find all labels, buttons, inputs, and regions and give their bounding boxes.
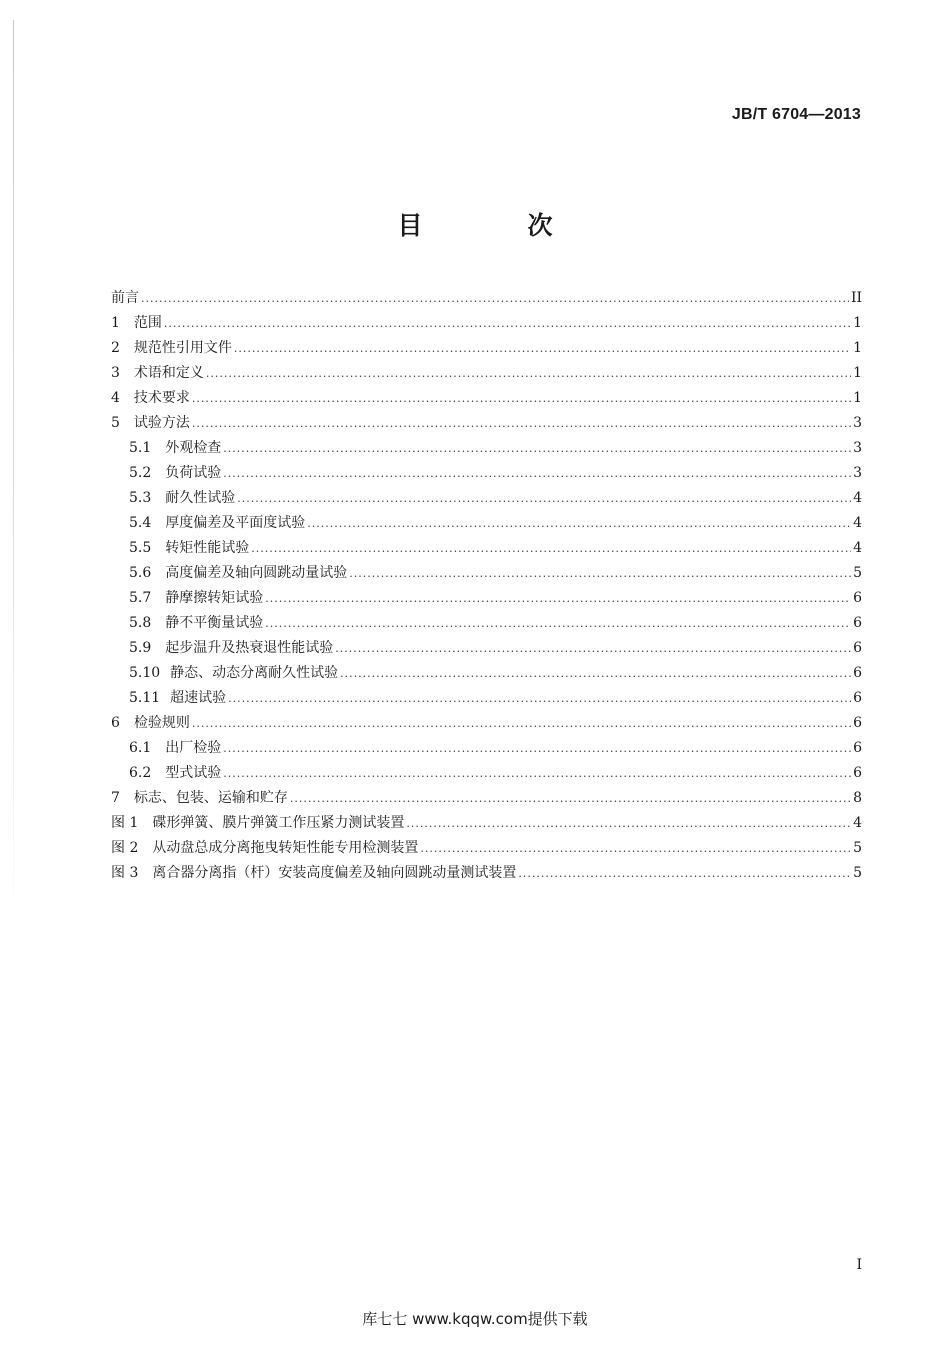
toc-entry-page: 6 [853,665,862,681]
toc-entry-number: 6.2 [129,765,152,781]
toc-entry-label: 试验方法 [133,415,190,431]
toc-entry-number: 图 2 [111,840,139,856]
toc-entry-page: 5 [853,840,862,856]
toc-entry-number: 2 [111,340,120,356]
toc-entry-label: 起步温升及热衰退性能试验 [165,640,334,656]
toc-entry[interactable] [111,613,862,638]
toc-entry-page: 1 [853,365,862,381]
toc-entry-page: 6 [853,640,862,656]
toc-leader-dots [223,439,851,459]
toc-entry-number: 图 3 [111,865,139,881]
toc-entry-label: 检验规则 [133,715,190,731]
toc-leader-dots [349,564,851,584]
toc-entry-label: 前言 [111,290,139,306]
toc-leader-dots [290,789,851,809]
toc-entry-number: 6.1 [129,740,152,756]
toc-entry-page: 4 [853,815,862,831]
toc-entry-page: 3 [853,465,862,481]
toc-entry[interactable] [111,713,862,738]
toc-entry[interactable] [111,313,862,338]
toc-entry-number: 5.8 [129,615,152,631]
toc-entry-label: 型式试验 [165,765,222,781]
toc-entry[interactable] [111,738,862,763]
toc-entry-label: 离合器分离指（杆）安装高度偏差及轴向圆跳动量测试装置 [152,865,517,881]
toc-entry-label: 耐久性试验 [165,490,236,506]
toc-entry[interactable] [111,863,862,888]
toc-entry-page: 5 [853,565,862,581]
toc-entry[interactable] [111,813,862,838]
toc-entry-label: 静不平衡量试验 [165,615,264,631]
toc-entry-page: 1 [853,315,862,331]
toc-entry[interactable] [111,538,862,563]
page-title: 目 次 [397,211,593,240]
toc-entry[interactable] [111,663,862,688]
toc-leader-dots [192,714,851,734]
toc-entry-label: 出厂检验 [165,740,222,756]
toc-entry-number: 5.7 [129,590,152,606]
toc-entry-label: 规范性引用文件 [133,340,232,356]
toc-leader-dots [192,389,851,409]
toc-entry-page: II [850,290,862,306]
toc-leader-dots [234,339,851,359]
toc-entry-page: 4 [853,490,862,506]
toc-leader-dots [518,864,851,884]
toc-entry-label: 静摩擦转矩试验 [165,590,264,606]
toc-entry[interactable] [111,688,862,713]
toc-entry[interactable] [111,438,862,463]
toc-entry-page: 8 [853,790,862,806]
toc-entry-number: 5.3 [129,490,152,506]
toc-leader-dots [406,814,851,834]
page-number: I [856,1257,862,1273]
scan-edge-line [13,20,14,935]
toc-entry-number: 5.1 [129,440,152,456]
toc-leader-dots [192,414,851,434]
footer-note: 库七七 www.kqqw.com提供下载 [362,1310,588,1328]
toc-entry-number: 5.9 [129,640,152,656]
toc-leader-dots [141,289,849,309]
toc-entry-page: 6 [853,590,862,606]
toc-entry-number: 5.6 [129,565,152,581]
toc-entry[interactable] [111,363,862,388]
toc-entry-label: 高度偏差及轴向圆跳动量试验 [165,565,348,581]
toc-entry[interactable] [111,413,862,438]
toc-leader-dots [251,539,851,559]
toc-entry-number: 5.10 [129,665,161,681]
toc-entry-label: 厚度偏差及平面度试验 [165,515,306,531]
toc-entry-label: 标志、包装、运输和贮存 [133,790,288,806]
toc-entry-label: 超速试验 [170,690,227,706]
toc-entry-label: 外观检查 [165,440,222,456]
toc-entry-label: 转矩性能试验 [165,540,250,556]
toc-entry[interactable] [111,588,862,613]
toc-entry-page: 5 [853,865,862,881]
toc-entry-page: 6 [853,690,862,706]
toc-entry[interactable] [111,388,862,413]
toc-entry-page: 1 [853,390,862,406]
toc-entry[interactable] [111,763,862,788]
toc-leader-dots [164,314,851,334]
toc-entry-page: 3 [853,440,862,456]
toc-leader-dots [307,514,851,534]
toc-leader-dots [420,839,851,859]
toc-entry[interactable] [111,513,862,538]
toc-entry[interactable] [111,788,862,813]
toc-entry-number: 5.2 [129,465,152,481]
toc-entry-label: 静态、动态分离耐久性试验 [170,665,339,681]
toc-entry-label: 负荷试验 [165,465,222,481]
table-of-contents [111,288,862,888]
toc-entry-number: 3 [111,365,120,381]
toc-entry-page: 6 [853,615,862,631]
toc-entry-label: 从动盘总成分离拖曳转矩性能专用检测装置 [152,840,419,856]
toc-entry[interactable] [111,288,862,313]
toc-leader-dots [206,364,851,384]
toc-entry-label: 范围 [133,315,162,331]
toc-entry-page: 6 [853,715,862,731]
toc-entry-page: 3 [853,415,862,431]
toc-entry-number: 5.11 [129,690,161,706]
toc-entry-number: 4 [111,390,120,406]
toc-leader-dots [223,739,851,759]
toc-leader-dots [265,614,851,634]
toc-entry-label: 碟形弹簧、膜片弹簧工作压紧力测试装置 [152,815,405,831]
toc-entry[interactable] [111,838,862,863]
toc-leader-dots [237,489,851,509]
toc-entry-label: 技术要求 [133,390,190,406]
toc-entry-page: 6 [853,740,862,756]
toc-entry-page: 4 [853,515,862,531]
standard-code: JB/T 6704—2013 [731,106,861,123]
toc-leader-dots [265,589,851,609]
toc-entry-number: 1 [111,315,120,331]
toc-entry-number: 图 1 [111,815,139,831]
toc-entry-number: 5.4 [129,515,152,531]
toc-leader-dots [223,764,851,784]
toc-entry[interactable] [111,463,862,488]
toc-entry-number: 5.5 [129,540,152,556]
toc-entry-page: 6 [853,765,862,781]
toc-entry[interactable] [111,638,862,663]
toc-entry-number: 5 [111,415,120,431]
toc-entry[interactable] [111,488,862,513]
toc-entry[interactable] [111,563,862,588]
toc-leader-dots [340,664,851,684]
toc-leader-dots [335,639,851,659]
toc-leader-dots [228,689,851,709]
toc-entry-number: 7 [111,790,120,806]
toc-entry-page: 4 [853,540,862,556]
toc-entry-label: 术语和定义 [133,365,204,381]
toc-entry-page: 1 [853,340,862,356]
toc-entry-number: 6 [111,715,120,731]
toc-entry[interactable] [111,338,862,363]
toc-leader-dots [223,464,851,484]
